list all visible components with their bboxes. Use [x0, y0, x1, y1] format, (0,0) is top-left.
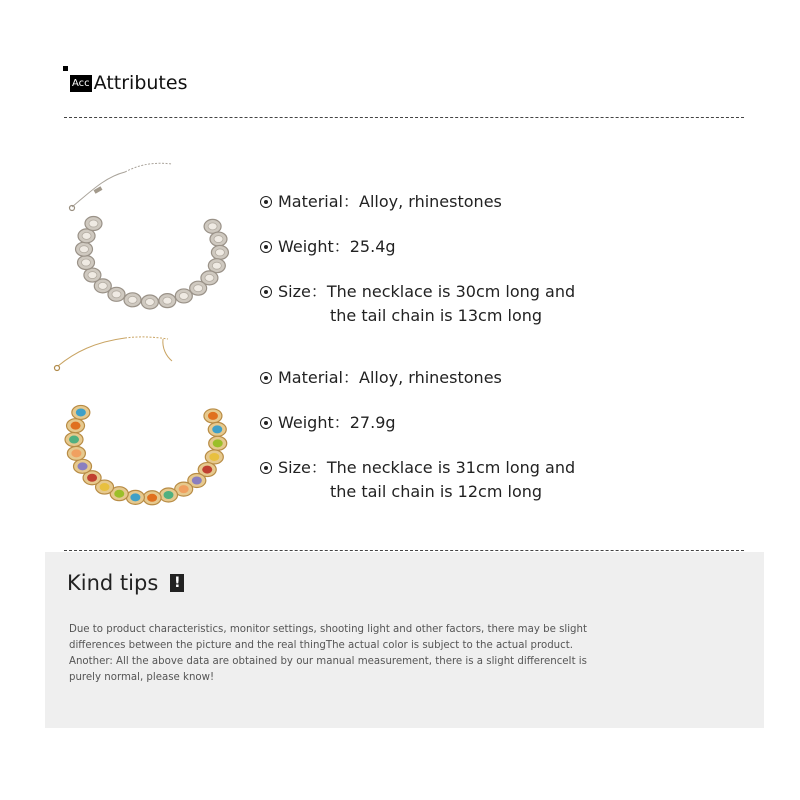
- silver-stone-center: [145, 298, 154, 305]
- silver-stone-center: [82, 232, 91, 239]
- weight-value: 25.4g: [349, 237, 396, 256]
- silver-stone-center: [80, 246, 89, 253]
- silver-stone-center: [128, 296, 137, 303]
- weight-row: [260, 411, 600, 435]
- gem-stone: [147, 494, 157, 502]
- top-divider: [64, 117, 744, 118]
- section-title: Attributes: [93, 72, 188, 94]
- kind-tips-text: [69, 622, 644, 686]
- attributes-header: [63, 66, 187, 96]
- gem-stone: [192, 477, 202, 485]
- bottom-divider: [64, 550, 744, 551]
- silver-stone-center: [179, 292, 188, 299]
- tips-line: differences between the picture and the real thingThe actual color is subject to the actual product.: [69, 640, 573, 651]
- kind-tips-heading: Kind tips: [67, 571, 159, 595]
- exclamation-icon: !: [170, 574, 184, 592]
- gem-stone: [78, 462, 88, 470]
- silver-stone-center: [205, 274, 214, 281]
- material-row: [260, 190, 600, 214]
- bullet-icon: [260, 372, 272, 384]
- gem-stone: [202, 466, 212, 474]
- bullet-icon: [260, 417, 272, 429]
- weight-row: [260, 235, 600, 259]
- gem-stone: [114, 490, 124, 498]
- gem-stone: [213, 439, 223, 447]
- gem-stone: [212, 425, 222, 433]
- gem-stone: [130, 493, 140, 501]
- size-value-line2: the tail chain is 13cm long: [330, 306, 543, 325]
- colored-necklace-image: [50, 334, 240, 510]
- bullet-icon: [260, 196, 272, 208]
- size-value-line1: The necklace is 31cm long and: [326, 458, 576, 477]
- silver-stone-center: [194, 285, 203, 292]
- tips-line: Another: All the above data are obtained by our manual measurement, there is a slight differenceIt is: [69, 656, 587, 667]
- silver-stone-center: [212, 262, 221, 269]
- material-value: Alloy, rhinestones: [359, 368, 502, 387]
- gem-stone: [209, 453, 219, 461]
- size-value-line1: The necklace is 30cm long and: [326, 282, 576, 301]
- bullet-icon: [260, 286, 272, 298]
- size-row: [260, 456, 600, 504]
- size-label: Size：: [278, 282, 327, 301]
- gem-stone: [69, 436, 79, 444]
- silver-stone-center: [214, 236, 223, 243]
- silver-stone-center: [98, 282, 107, 289]
- material-value: Alloy, rhinestones: [359, 192, 502, 211]
- gem-stone: [208, 412, 218, 420]
- gem-stone: [179, 485, 189, 493]
- gem-stone: [164, 491, 174, 499]
- weight-label: Weight：: [278, 237, 350, 256]
- gem-stone: [71, 449, 81, 457]
- gem-stone: [87, 474, 97, 482]
- material-label: Material：: [278, 192, 360, 211]
- corner-mark: [63, 66, 68, 71]
- colored-stones: [65, 405, 227, 504]
- silver-necklace-image: [60, 152, 240, 322]
- silver-stone-center: [215, 249, 224, 256]
- silver-stone-center: [89, 220, 98, 227]
- material-row: [260, 366, 600, 390]
- attributes-list-2: [260, 366, 600, 525]
- tips-line: purely normal, please know!: [69, 672, 215, 683]
- bullet-icon: [260, 241, 272, 253]
- acc-badge: Acc: [70, 75, 92, 92]
- gem-stone: [71, 422, 81, 430]
- gem-stone: [76, 408, 86, 416]
- kind-tips-box: [45, 552, 764, 728]
- silver-stones: [76, 217, 229, 309]
- size-row: [260, 280, 600, 328]
- attributes-list-1: [260, 190, 600, 349]
- kind-tips-title: [67, 571, 184, 595]
- silver-stone-center: [112, 291, 121, 298]
- silver-stone-center: [82, 259, 91, 266]
- silver-stone-center: [208, 223, 217, 230]
- silver-stone-center: [163, 297, 172, 304]
- gem-stone: [100, 483, 110, 491]
- silver-stone-center: [88, 272, 97, 279]
- tips-line: Due to product characteristics, monitor settings, shooting light and other factors, there may be slight: [69, 624, 587, 635]
- size-value-line2: the tail chain is 12cm long: [330, 482, 543, 501]
- size-label: Size：: [278, 458, 327, 477]
- bullet-icon: [260, 462, 272, 474]
- weight-label: Weight：: [278, 413, 350, 432]
- weight-value: 27.9g: [349, 413, 396, 432]
- material-label: Material：: [278, 368, 360, 387]
